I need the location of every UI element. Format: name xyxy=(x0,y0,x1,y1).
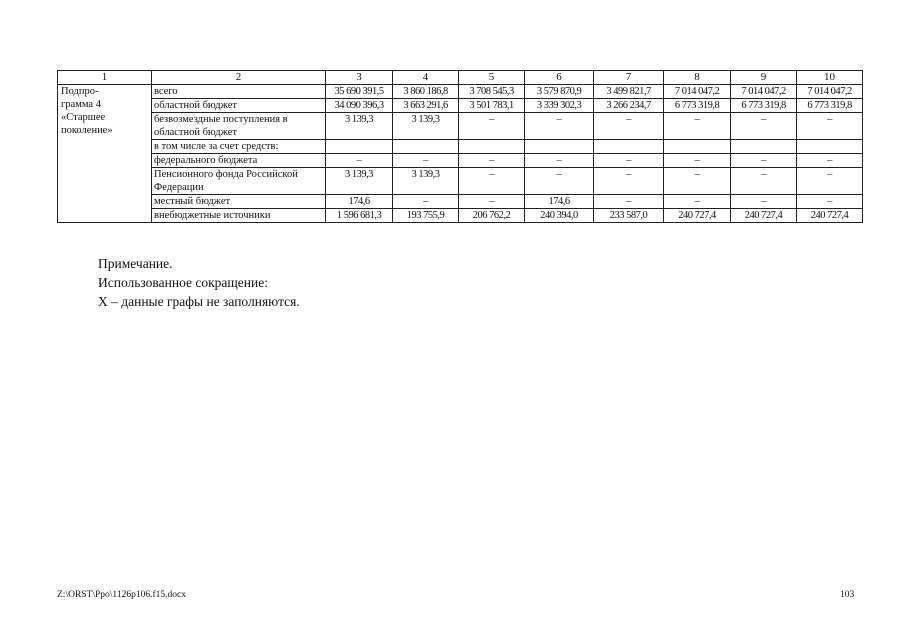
column-header: 2 xyxy=(152,71,326,85)
value-cell: – xyxy=(797,168,863,195)
value-cell: 3 339 302,3 xyxy=(525,99,594,113)
value-cell: 7 014 047,2 xyxy=(664,85,731,99)
column-header: 4 xyxy=(393,71,459,85)
column-header: 5 xyxy=(459,71,525,85)
value-cell: – xyxy=(731,195,797,209)
value-cell: 240 394,0 xyxy=(525,209,594,223)
value-cell: 240 727,4 xyxy=(731,209,797,223)
table-row xyxy=(58,85,863,99)
column-header: 8 xyxy=(664,71,731,85)
program-name-cell: Подпро- грамма 4 «Старшее поколение» xyxy=(58,85,152,223)
value-cell: 206 762,2 xyxy=(459,209,525,223)
column-header: 9 xyxy=(731,71,797,85)
value-cell: – xyxy=(664,113,731,140)
value-cell: – xyxy=(797,154,863,168)
table-row xyxy=(58,99,863,113)
table-row xyxy=(58,113,863,140)
value-cell: – xyxy=(797,113,863,140)
row-label: федерального бюджета xyxy=(152,154,326,168)
value-cell: – xyxy=(731,154,797,168)
value-cell: – xyxy=(393,195,459,209)
value-cell xyxy=(525,140,594,154)
value-cell: 6 773 319,8 xyxy=(664,99,731,113)
value-cell: 233 587,0 xyxy=(594,209,664,223)
value-cell: – xyxy=(459,168,525,195)
value-cell: 3 501 783,1 xyxy=(459,99,525,113)
value-cell: – xyxy=(594,113,664,140)
value-cell: 193 755,9 xyxy=(393,209,459,223)
value-cell: – xyxy=(594,154,664,168)
value-cell: 3 579 870,9 xyxy=(525,85,594,99)
value-cell xyxy=(797,140,863,154)
column-header: 10 xyxy=(797,71,863,85)
column-header: 1 xyxy=(58,71,152,85)
value-cell: 3 499 821,7 xyxy=(594,85,664,99)
value-cell: 174,6 xyxy=(326,195,393,209)
value-cell: – xyxy=(326,154,393,168)
value-cell: 174,6 xyxy=(525,195,594,209)
value-cell: 7 014 047,2 xyxy=(797,85,863,99)
value-cell xyxy=(393,140,459,154)
value-cell: – xyxy=(664,195,731,209)
table-row xyxy=(58,168,863,195)
table-row xyxy=(58,140,863,154)
table-row xyxy=(58,209,863,223)
value-cell xyxy=(594,140,664,154)
value-cell: 34 090 396,3 xyxy=(326,99,393,113)
column-header: 3 xyxy=(326,71,393,85)
value-cell: 240 727,4 xyxy=(797,209,863,223)
row-label: местный бюджет xyxy=(152,195,326,209)
value-cell: 3 139,3 xyxy=(326,113,393,140)
column-header: 7 xyxy=(594,71,664,85)
notes-title: Примечание. xyxy=(98,256,173,271)
value-cell: – xyxy=(664,168,731,195)
value-cell: 3 139,3 xyxy=(393,113,459,140)
value-cell: – xyxy=(731,168,797,195)
value-cell: 6 773 319,8 xyxy=(797,99,863,113)
value-cell: 3 139,3 xyxy=(393,168,459,195)
value-cell: 3 860 186,8 xyxy=(393,85,459,99)
value-cell: – xyxy=(664,154,731,168)
notes-block xyxy=(98,254,300,311)
page-number: 103 xyxy=(840,590,855,600)
value-cell: – xyxy=(459,195,525,209)
value-cell: – xyxy=(797,195,863,209)
row-label: в том числе за счет средств: xyxy=(152,140,326,154)
value-cell xyxy=(664,140,731,154)
table-body xyxy=(58,71,863,223)
value-cell: – xyxy=(459,113,525,140)
value-cell: – xyxy=(393,154,459,168)
value-cell: – xyxy=(459,154,525,168)
value-cell: – xyxy=(594,168,664,195)
value-cell: – xyxy=(525,113,594,140)
footer-file-path: Z:\ORST\Ppo\1126p106.f15.docx xyxy=(57,590,186,600)
value-cell: 3 663 291,6 xyxy=(393,99,459,113)
value-cell: 3 266 234,7 xyxy=(594,99,664,113)
row-label: областной бюджет xyxy=(152,99,326,113)
row-label: внебюджетные источники xyxy=(152,209,326,223)
value-cell: – xyxy=(525,168,594,195)
value-cell: 6 773 319,8 xyxy=(731,99,797,113)
value-cell: – xyxy=(731,113,797,140)
column-header: 6 xyxy=(525,71,594,85)
budget-table xyxy=(57,70,863,223)
value-cell: 240 727,4 xyxy=(664,209,731,223)
notes-line-abbrev: Использованное сокращение: xyxy=(98,275,268,290)
value-cell: 7 014 047,2 xyxy=(731,85,797,99)
value-cell xyxy=(731,140,797,154)
value-cell: – xyxy=(594,195,664,209)
value-cell: – xyxy=(525,154,594,168)
value-cell xyxy=(459,140,525,154)
notes-line-x: Х – данные графы не заполняются. xyxy=(98,294,300,309)
value-cell: 3 139,3 xyxy=(326,168,393,195)
table-header-row xyxy=(58,71,863,85)
table-row xyxy=(58,195,863,209)
value-cell: 1 596 681,3 xyxy=(326,209,393,223)
table-row xyxy=(58,154,863,168)
row-label: всего xyxy=(152,85,326,99)
row-label: безвозмездные поступления в областной бюджет xyxy=(152,113,326,140)
value-cell xyxy=(326,140,393,154)
value-cell: 35 690 391,5 xyxy=(326,85,393,99)
value-cell: 3 708 545,3 xyxy=(459,85,525,99)
row-label: Пенсионного фонда Российской Федерации xyxy=(152,168,326,195)
